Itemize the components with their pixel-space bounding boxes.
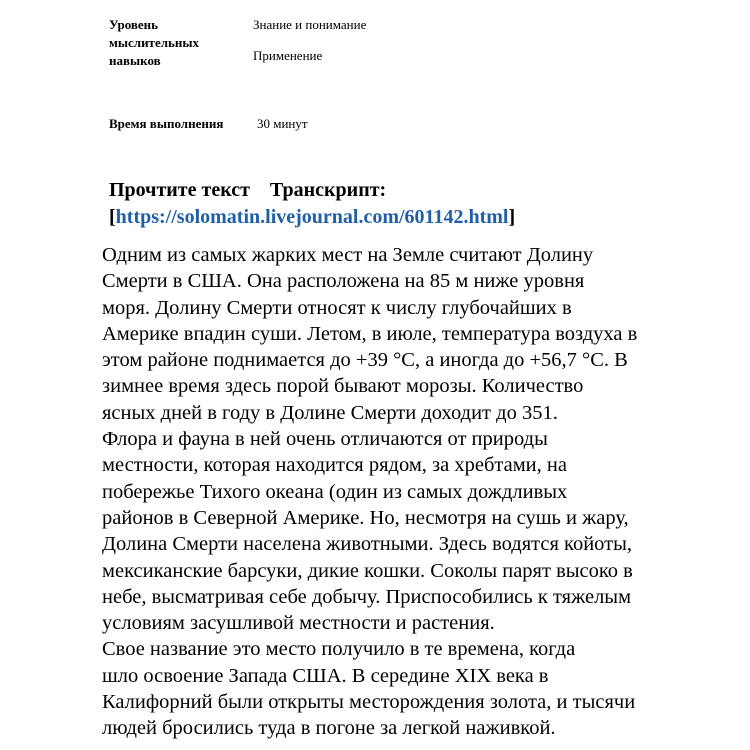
reading-heading (109, 177, 669, 231)
text-line: Америке впадин суши. Летом, в июле, температура воздуха в (102, 322, 638, 345)
cropped-top-edge (220, 0, 600, 4)
bracket-close: ] (508, 206, 516, 228)
text-line: местности, которая находится рядом, за хребтами, на (102, 454, 567, 477)
text-line: районов в Северной Америке. Но, несмотря на сушь и жару, (102, 506, 629, 529)
duration-label: Время выполнения (109, 116, 224, 131)
text-line: ясных дней в году в Долине Смерти доходит до 351. (102, 401, 558, 424)
thinking-level-value-2: Применение (253, 48, 323, 63)
bracket-open: [ (109, 206, 116, 228)
text-line: Калифорний были открыты месторождения золота, и тысячи (102, 691, 636, 714)
duration-value: 30 минут (257, 116, 308, 131)
text-line: мексиканские барсуки, дикие кошки. Соколы парят высоко в (102, 559, 633, 582)
text-line: побережье Тихого океана (один из самых дождливых (102, 480, 568, 503)
text-line: небе, высматривая себе добычу. Приспособились к тяжелым (102, 585, 632, 608)
instruction-text: Прочтите текст (109, 179, 250, 201)
text-line: людей бросились туда в погоне за легкой наживкой. (102, 717, 556, 740)
text-line: Смерти в США. Она расположена на 85 м ниже уровня (102, 270, 585, 293)
text-line: зимнее время здесь порой бывают морозы. Количество (102, 375, 584, 398)
text-line: моря. Долину Смерти относят к числу глубочайших в (102, 296, 572, 319)
reading-text (102, 242, 702, 742)
text-line: Долина Смерти населена животными. Здесь водятся койоты, (102, 533, 632, 556)
transcript-link[interactable]: https://solomatin.livejournal.com/601142.html (115, 206, 509, 228)
transcript-label: Транскрипт: (269, 179, 387, 201)
thinking-level-value-1: Знание и понимание (253, 17, 367, 32)
thinking-level-label: Уровень мыслительных навыков (109, 17, 200, 68)
text-line: Свое название это место получило в те времена, когда (102, 638, 576, 661)
text-line: этом районе поднимается до +39 °С, а иногда до +56,7 °С. В (102, 349, 628, 372)
text-line: Флора и фауна в ней очень отличаются от природы (102, 428, 548, 451)
text-line: условиям засушливой местности и растения. (102, 612, 495, 635)
text-line: Одним из самых жарких мест на Земле считают Долину (102, 244, 594, 266)
text-line: шло освоение Запада США. В середине XIX века в (102, 664, 549, 687)
